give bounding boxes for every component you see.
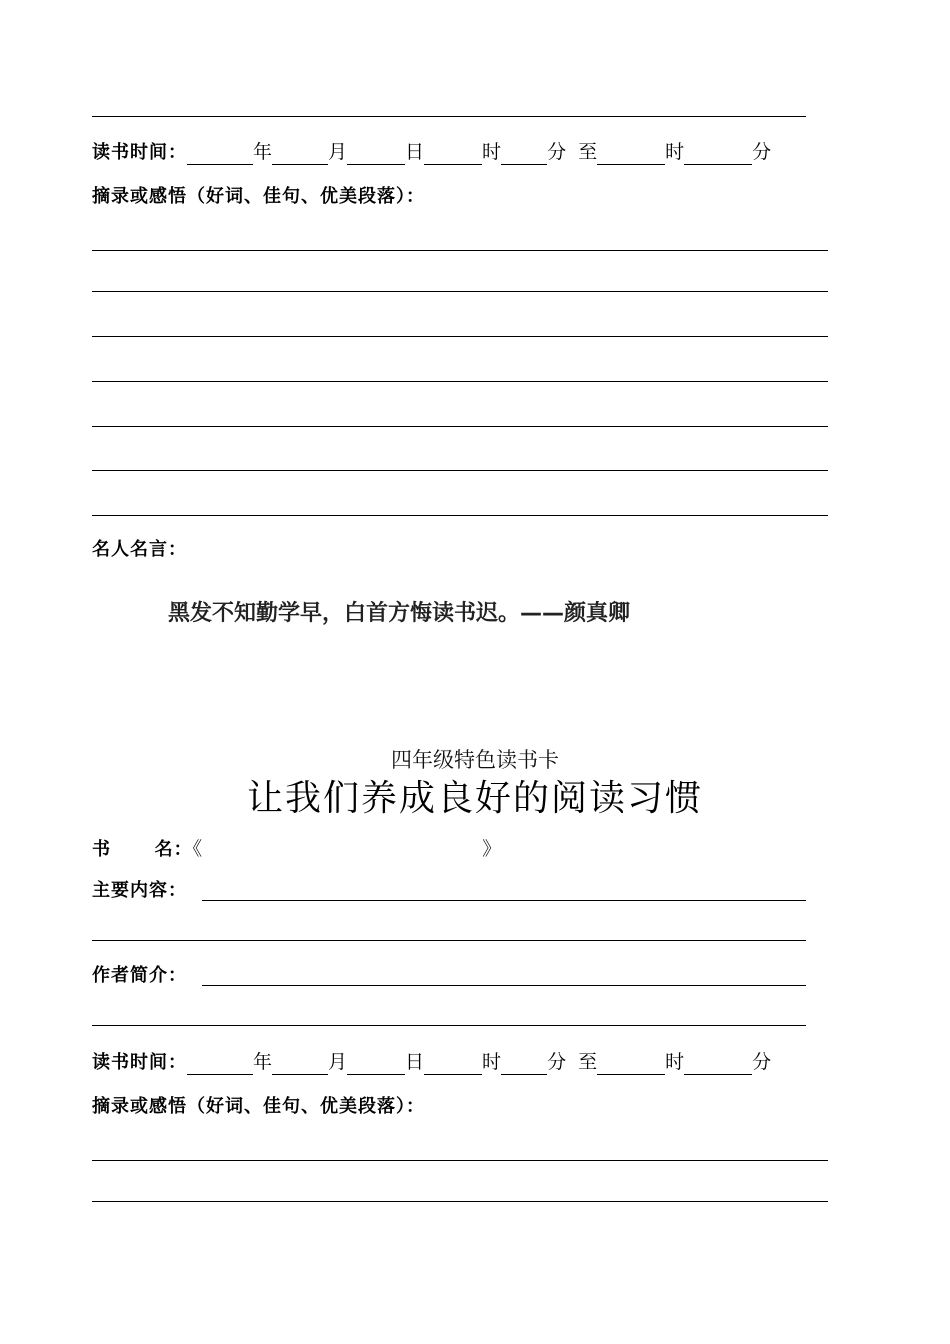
excerpt-label-2: 摘录或感悟（好词、佳句、优美段落）： [92, 1096, 425, 1117]
end-hour-blank[interactable] [597, 144, 665, 165]
writing-line[interactable] [92, 291, 828, 292]
month-blank[interactable] [272, 144, 328, 165]
unit-day: 日 [405, 1051, 425, 1073]
year-blank[interactable] [187, 1054, 253, 1075]
excerpt-label-1: 摘录或感悟（好词、佳句、优美段落）： [92, 186, 425, 207]
unit-end-hour: 时 [665, 1051, 685, 1073]
book-name-row [92, 834, 501, 861]
author-intro-label: 作者简介： [92, 965, 187, 986]
hour-blank[interactable] [424, 144, 482, 165]
main-content-label: 主要内容： [92, 880, 187, 901]
reading-time-label: 读书时间： [92, 1052, 187, 1073]
end-hour-blank[interactable] [597, 1054, 665, 1075]
minute-blank[interactable] [501, 1054, 547, 1075]
reading-time-label: 读书时间： [92, 142, 187, 163]
card-subtitle: 四年级特色读书卡 [391, 748, 559, 772]
hour-blank[interactable] [424, 1054, 482, 1075]
unit-minute: 分 [547, 1051, 567, 1073]
main-content-line[interactable] [202, 900, 806, 901]
writing-line[interactable] [92, 1201, 828, 1202]
unit-year: 年 [253, 1051, 273, 1073]
month-blank[interactable] [272, 1054, 328, 1075]
unit-month: 月 [328, 141, 348, 163]
unit-end-minute: 分 [752, 141, 772, 163]
writing-line[interactable] [92, 336, 828, 337]
unit-to: 至 [578, 141, 598, 163]
main-content-line-2[interactable] [92, 940, 806, 941]
unit-year: 年 [253, 141, 273, 163]
book-close-bracket: 》 [482, 838, 502, 860]
unit-end-hour: 时 [665, 141, 685, 163]
writing-line[interactable] [92, 1160, 828, 1161]
top-line [92, 116, 806, 117]
author-intro-line-2[interactable] [92, 1025, 806, 1026]
book-name-label: 书 名： [92, 839, 193, 860]
end-minute-blank[interactable] [684, 144, 752, 165]
reading-time-row-1 [92, 140, 771, 165]
writing-line[interactable] [92, 381, 828, 382]
end-minute-blank[interactable] [684, 1054, 752, 1075]
minute-blank[interactable] [501, 144, 547, 165]
unit-hour: 时 [482, 1051, 502, 1073]
unit-hour: 时 [482, 141, 502, 163]
day-blank[interactable] [347, 144, 405, 165]
year-blank[interactable] [187, 144, 253, 165]
unit-day: 日 [405, 141, 425, 163]
unit-to: 至 [578, 1051, 598, 1073]
writing-line[interactable] [92, 515, 828, 516]
writing-line[interactable] [92, 470, 828, 471]
card-title: 让我们养成良好的阅读习惯 [246, 778, 703, 819]
book-open-bracket: 《 [192, 838, 203, 860]
unit-end-minute: 分 [752, 1051, 772, 1073]
unit-month: 月 [328, 1051, 348, 1073]
famous-quote: 黑发不知勤学早，白首方悔读书迟。——颜真卿 [168, 601, 631, 626]
famous-quote-label: 名人名言： [92, 539, 187, 560]
reading-time-row-2 [92, 1050, 771, 1075]
day-blank[interactable] [347, 1054, 405, 1075]
unit-minute: 分 [547, 141, 567, 163]
author-intro-line[interactable] [202, 985, 806, 986]
writing-line[interactable] [92, 426, 828, 427]
writing-line[interactable] [92, 250, 828, 251]
